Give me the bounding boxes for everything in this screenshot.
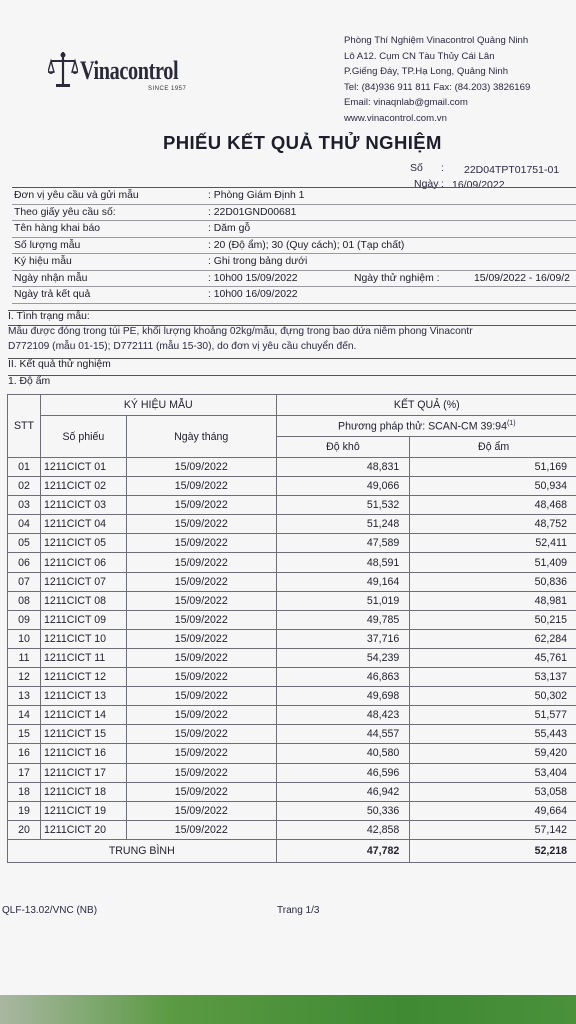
info-value: : Ghi trong bảng dưới — [208, 256, 308, 267]
row-stt: 03 — [8, 496, 41, 515]
table-row — [8, 744, 576, 763]
row-stt: 11 — [8, 648, 41, 667]
form-code: QLF-13.02/VNC (NB) — [2, 905, 98, 916]
info-row — [12, 188, 576, 205]
row-dryness: 46,596 — [276, 763, 410, 782]
row-sheet-number: 1211CICT 09 — [40, 610, 126, 629]
table-row — [8, 687, 576, 706]
row-moisture: 48,981 — [410, 591, 576, 610]
row-stt: 06 — [8, 553, 41, 572]
row-moisture: 51,577 — [410, 706, 576, 725]
info-row — [12, 205, 576, 222]
row-date: 15/09/2022 — [126, 534, 276, 553]
table-row — [8, 534, 576, 553]
row-dryness: 49,066 — [276, 477, 410, 496]
lab-line: Phòng Thí Nghiệm Vinacontrol Quảng Ninh — [344, 35, 529, 46]
test-date-label: Ngày thử nghiệm : — [354, 272, 440, 284]
row-dryness: 42,858 — [276, 820, 410, 839]
table-row — [8, 591, 576, 610]
row-stt: 05 — [8, 534, 41, 553]
document-title: PHIẾU KẾT QUẢ THỬ NGHIỆM — [163, 132, 442, 153]
row-sheet-number: 1211CICT 12 — [40, 668, 126, 687]
average-dryness: 47,782 — [276, 839, 410, 862]
company-name: Vinacontrol — [80, 56, 179, 85]
row-moisture: 45,761 — [410, 648, 576, 667]
background-surface — [0, 995, 576, 1024]
info-label: Đơn vị yêu cầu và gửi mẫu — [14, 190, 139, 201]
table-row — [8, 725, 576, 744]
row-dryness: 54,239 — [276, 648, 410, 667]
row-sheet-number: 1211CICT 15 — [40, 725, 126, 744]
table-row — [8, 782, 576, 801]
moisture-subheading: 1. Độ ẩm — [8, 375, 576, 391]
table-row — [8, 763, 576, 782]
header-stt: STT — [8, 395, 41, 458]
row-stt: 13 — [8, 687, 41, 706]
row-date: 15/09/2022 — [126, 648, 276, 667]
row-sheet-number: 1211CICT 20 — [40, 820, 126, 839]
average-row — [8, 839, 576, 862]
row-date: 15/09/2022 — [126, 629, 276, 648]
row-date: 15/09/2022 — [126, 782, 276, 801]
method-note: (1) — [506, 419, 516, 427]
row-stt: 09 — [8, 610, 41, 629]
row-stt: 20 — [8, 820, 41, 839]
row-dryness: 48,591 — [276, 553, 410, 572]
row-date: 15/09/2022 — [126, 744, 276, 763]
result-rows — [8, 458, 576, 840]
condition-line: Mẫu được đóng trong túi PE, khối lượng khoảng 02kg/mẫu, đựng trong bao dứa niêm phong Vinacontr — [8, 326, 473, 337]
info-value: : 10h00 15/09/2022 — [208, 272, 298, 284]
info-row — [12, 271, 576, 288]
row-stt: 04 — [8, 515, 41, 534]
row-date: 15/09/2022 — [126, 725, 276, 744]
table-row — [8, 801, 576, 820]
row-dryness: 46,863 — [276, 668, 410, 687]
row-dryness: 44,557 — [276, 725, 410, 744]
row-sheet-number: 1211CICT 16 — [40, 744, 126, 763]
table-row — [8, 572, 576, 591]
row-sheet-number: 1211CICT 07 — [40, 572, 126, 591]
row-date: 15/09/2022 — [126, 610, 276, 629]
moisture-results-table — [7, 394, 576, 863]
row-date: 15/09/2022 — [126, 591, 276, 610]
info-value: : 20 (Độ ẩm); 30 (Quy cách); 01 (Tạp chất) — [208, 239, 405, 251]
row-dryness: 48,831 — [276, 458, 410, 477]
header-result: KẾT QUẢ (%) — [276, 395, 576, 416]
row-moisture: 51,409 — [410, 553, 576, 572]
report-number: 22D04TPT01751-01 — [464, 164, 560, 176]
info-label: Ngày trả kết quả — [14, 289, 91, 300]
report-date-label: Ngày — [414, 178, 439, 190]
row-sheet-number: 1211CICT 11 — [40, 648, 126, 667]
info-row — [12, 238, 576, 255]
row-stt: 18 — [8, 782, 41, 801]
header-date: Ngày tháng — [126, 416, 276, 458]
header-dryness: Độ khô — [276, 437, 410, 458]
table-row — [8, 553, 576, 572]
row-dryness: 49,698 — [276, 687, 410, 706]
row-date: 15/09/2022 — [126, 706, 276, 725]
row-stt: 19 — [8, 801, 41, 820]
info-row — [12, 287, 576, 304]
test-date-value: 15/09/2022 - 16/09/2 — [474, 272, 570, 284]
table-row — [8, 477, 576, 496]
row-moisture: 53,058 — [410, 782, 576, 801]
row-sheet-number: 1211CICT 02 — [40, 477, 126, 496]
row-sheet-number: 1211CICT 18 — [40, 782, 126, 801]
row-dryness: 51,532 — [276, 496, 410, 515]
row-moisture: 48,752 — [410, 515, 576, 534]
info-row — [12, 221, 576, 238]
row-moisture: 59,420 — [410, 744, 576, 763]
row-stt: 12 — [8, 668, 41, 687]
row-sheet-number: 1211CICT 14 — [40, 706, 126, 725]
row-moisture: 50,215 — [410, 610, 576, 629]
report-date: 16/09/2022 — [452, 179, 505, 191]
colon: : — [441, 178, 444, 190]
info-label: Theo giấy yêu cầu số: — [14, 206, 116, 218]
row-dryness: 48,423 — [276, 706, 410, 725]
row-sheet-number: 1211CICT 01 — [40, 458, 126, 477]
lab-line: www.vinacontrol.com.vn — [344, 112, 447, 124]
table-row — [8, 610, 576, 629]
average-label: TRUNG BÌNH — [8, 839, 277, 862]
row-stt: 17 — [8, 763, 41, 782]
row-sheet-number: 1211CICT 13 — [40, 687, 126, 706]
sample-condition-heading: I. Tình trạng mẫu: — [8, 310, 576, 326]
method-text: Phương pháp thử: SCAN-CM 39:94 — [338, 420, 507, 433]
page-number: Trang 1/3 — [277, 905, 320, 916]
company-since: SINCE 1957 — [148, 86, 187, 92]
row-moisture: 48,468 — [410, 496, 576, 515]
table-row — [8, 820, 576, 839]
row-date: 15/09/2022 — [126, 572, 276, 591]
row-sheet-number: 1211CICT 04 — [40, 515, 126, 534]
row-sheet-number: 1211CICT 10 — [40, 629, 126, 648]
info-value: : 22D01GND00681 — [208, 206, 297, 218]
row-moisture: 50,836 — [410, 572, 576, 591]
header-method — [276, 416, 576, 437]
row-date: 15/09/2022 — [126, 553, 276, 572]
info-value: : Phòng Giám Định 1 — [208, 190, 305, 201]
row-stt: 02 — [8, 477, 41, 496]
info-row — [12, 254, 576, 271]
sample-condition-text — [8, 324, 576, 354]
request-info-table — [12, 187, 576, 304]
table-row — [8, 496, 576, 515]
lab-line: Tel: (84)936 911 811 Fax: (84.203) 3826169 — [344, 81, 531, 93]
row-moisture: 55,443 — [410, 725, 576, 744]
table-row — [8, 648, 576, 667]
row-dryness: 37,716 — [276, 629, 410, 648]
row-stt: 14 — [8, 706, 41, 725]
table-row — [8, 706, 576, 725]
row-sheet-number: 1211CICT 19 — [40, 801, 126, 820]
row-stt: 07 — [8, 572, 41, 591]
row-moisture: 51,169 — [410, 458, 576, 477]
row-date: 15/09/2022 — [126, 477, 276, 496]
row-moisture: 50,934 — [410, 477, 576, 496]
row-sheet-number: 1211CICT 08 — [40, 591, 126, 610]
row-dryness: 51,019 — [276, 591, 410, 610]
row-stt: 15 — [8, 725, 41, 744]
lab-line: Email: vinaqnlab@gmail.com — [344, 97, 468, 108]
row-stt: 10 — [8, 629, 41, 648]
row-sheet-number: 1211CICT 17 — [40, 763, 126, 782]
row-moisture: 53,404 — [410, 763, 576, 782]
header-sample-code: KÝ HIỆU MẪU — [40, 395, 276, 416]
info-label: Tên hàng khai báo — [14, 223, 101, 234]
row-moisture: 49,664 — [410, 801, 576, 820]
info-label: Ký hiệu mẫu — [14, 256, 72, 267]
row-stt: 01 — [8, 458, 41, 477]
table-row — [8, 515, 576, 534]
row-date: 15/09/2022 — [126, 820, 276, 839]
row-dryness: 50,336 — [276, 801, 410, 820]
header-moisture: Độ ẩm — [410, 437, 576, 458]
average-moisture: 52,218 — [410, 839, 576, 862]
info-value: : 10h00 16/09/2022 — [208, 289, 298, 300]
info-value: : Dăm gỗ — [208, 223, 251, 234]
table-row — [8, 629, 576, 648]
lab-line: Lô A12. Cụm CN Tàu Thủy Cái Lân — [344, 50, 495, 62]
scales-emblem-icon — [48, 50, 78, 90]
condition-line: D772109 (mẫu 01-15); D772111 (mẫu 15-30), do đơn vị yêu cầu chuyển đến. — [8, 341, 357, 352]
row-date: 15/09/2022 — [126, 763, 276, 782]
row-dryness: 40,580 — [276, 744, 410, 763]
row-dryness: 51,248 — [276, 515, 410, 534]
row-sheet-number: 1211CICT 03 — [40, 496, 126, 515]
table-row — [8, 668, 576, 687]
row-moisture: 52,411 — [410, 534, 576, 553]
row-date: 15/09/2022 — [126, 496, 276, 515]
row-dryness: 49,164 — [276, 572, 410, 591]
row-date: 15/09/2022 — [126, 668, 276, 687]
info-label: Ngày nhận mẫu — [14, 272, 88, 284]
lab-line: P.Giếng Đáy, TP.Hạ Long, Quảng Ninh — [344, 66, 509, 77]
table-row — [8, 458, 576, 477]
row-date: 15/09/2022 — [126, 801, 276, 820]
report-number-label: Số — [410, 162, 423, 174]
row-sheet-number: 1211CICT 06 — [40, 553, 126, 572]
row-moisture: 53,137 — [410, 668, 576, 687]
row-stt: 16 — [8, 744, 41, 763]
row-dryness: 47,589 — [276, 534, 410, 553]
info-label: Số lượng mẫu — [14, 239, 81, 251]
company-logo — [46, 48, 206, 98]
lab-address-block — [344, 33, 530, 126]
row-stt: 08 — [8, 591, 41, 610]
row-date: 15/09/2022 — [126, 458, 276, 477]
row-moisture: 50,302 — [410, 687, 576, 706]
row-dryness: 49,785 — [276, 610, 410, 629]
row-date: 15/09/2022 — [126, 515, 276, 534]
header-sheet-number: Số phiếu — [40, 416, 126, 458]
row-sheet-number: 1211CICT 05 — [40, 534, 126, 553]
row-moisture: 62,284 — [410, 629, 576, 648]
row-moisture: 57,142 — [410, 820, 576, 839]
row-date: 15/09/2022 — [126, 687, 276, 706]
row-dryness: 46,942 — [276, 782, 410, 801]
results-heading: II. Kết quả thử nghiệm — [8, 358, 576, 373]
colon: : — [441, 162, 444, 174]
